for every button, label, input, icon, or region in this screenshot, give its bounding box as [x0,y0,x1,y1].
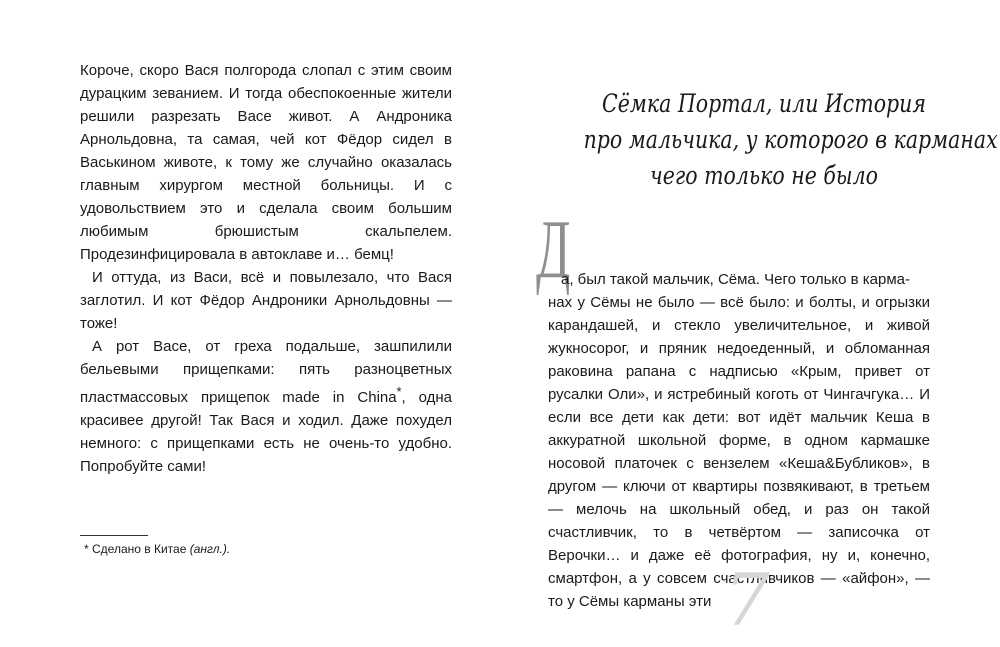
chapter-title-line: про мальчика, у которого в карманах [583,125,998,154]
chapter-title-line: чего только не было [650,161,878,190]
paragraph-text: , одна красивее другой! Так Вася и ходил. Даже похудел немного: с прищепками есть не очень-то удобно. Попробуйте сами! [80,389,452,475]
footnote-text: Сделано в Китае [92,542,187,556]
chapter-title [583,86,998,194]
paragraph: И оттуда, из Васи, всё и повылезало, что Вася заглотил. И кот Фёдор Андроники Арнольдовны — тоже! [80,269,452,332]
left-page-text [80,59,452,478]
footnote-marker: * [396,385,402,399]
drop-cap: Д [536,203,571,296]
footnote-note: (англ.). [189,542,231,556]
footnote [84,541,230,557]
chapter-title-line: Сёмка Портал, или История [602,89,926,118]
paragraph [80,335,452,478]
footnote-divider [80,535,148,536]
page-number: 7 [724,558,770,642]
right-page [500,0,1000,647]
body-first-line: а, был такой мальчик, Сёма. Чего только в карма- [561,271,910,288]
footnote-mark: * [84,542,89,556]
paragraph-text: А рот Васе, от греха подальше, зашпилили бельевыми прищепками: пять разноцветных пластмассовых прищепок made in China [80,338,452,406]
body-text: нах у Сёмы не было — всё было: и болты, и огрызки карандашей, и стекло увеличительное, и живой жукносорог, и пряник недоеденный, и обломанная раковина рапана с надписью «Крым, привет от русалки Оли», и ястребиный коготь от Чингачгука… И если все дети как дети: вот идёт мальчик Кеша в аккуратной школьной форме, в одном кармашке носовой платочек с вензелем «Кеша&Бубликов», в другом — ключи от квартиры позвякивают, в третьем — мелочь на школьный обед, и раз он такой счастливчик, то в четвёртом — записочка от Верочки… и даже её фотография, ну и, конечно, смартфон, а у совсем счастливчиков — «айфон», — то у Сёмы карманы эти [548,294,930,610]
paragraph: Короче, скоро Вася полгорода слопал с этим своим дурацким зеванием. И тогда обеспокоенные жители решили разрезать Васе живот. А Андроника Арнольдовна, та самая, чей кот Фёдор сидел в Васькином животе, к тому же случайно оказалась главным хирургом местной больницы. И с удовольствием это и сделала своим большим любимым брюшистым скальпелем. Продезинфицировала в автоклаве и… бемц! [80,62,452,263]
